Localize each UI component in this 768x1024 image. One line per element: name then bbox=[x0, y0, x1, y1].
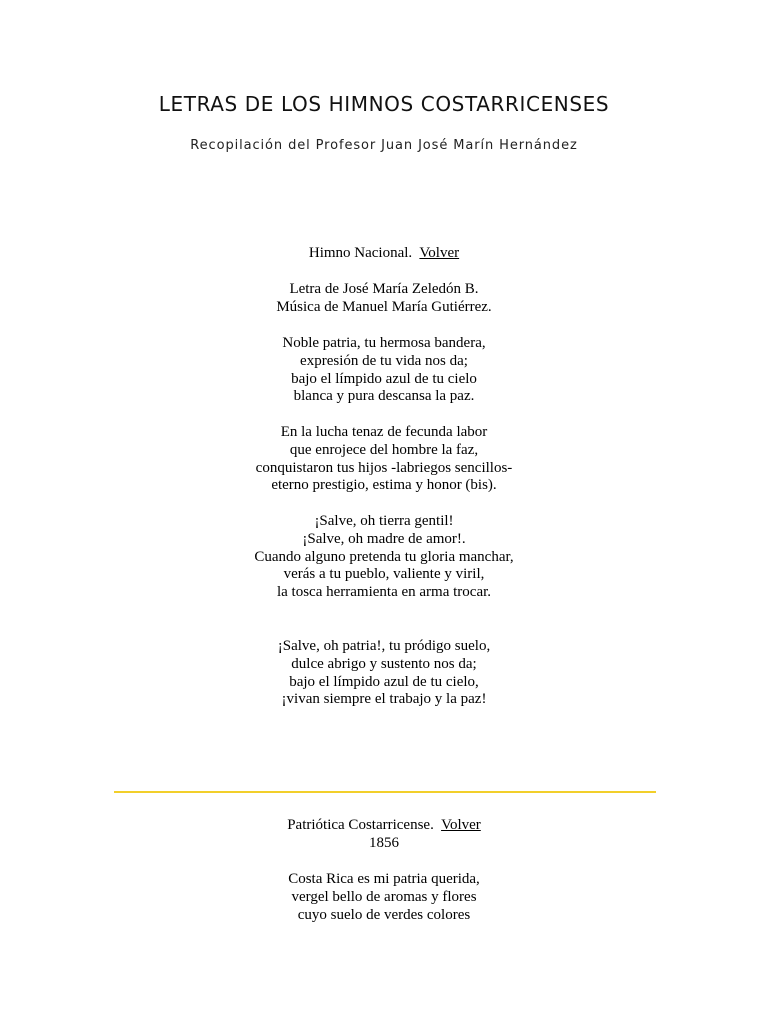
volver-link-patriotica[interactable]: Volver bbox=[441, 817, 481, 833]
patriotica-heading bbox=[0, 817, 768, 853]
volver-link-himno[interactable]: Volver bbox=[419, 245, 460, 261]
page-subtitle: Recopilación del Profesor Juan José Marín Hernández bbox=[190, 138, 578, 153]
himno-nacional-heading bbox=[0, 245, 768, 263]
verse-line: bajo el límpido azul de tu cielo, bbox=[289, 673, 479, 690]
patriotica-stanza-1 bbox=[0, 871, 768, 924]
patriotica-year: 1856 bbox=[369, 834, 399, 851]
verse-line: Noble patria, tu hermosa bandera, bbox=[282, 335, 486, 351]
himno-stanza-3 bbox=[0, 513, 768, 602]
verse-line: la tosca herramienta en arma trocar. bbox=[276, 584, 492, 601]
verse-line: cuyo suelo de verdes colores bbox=[297, 906, 471, 923]
verse-line: ¡vivan siempre el trabajo y la paz! bbox=[281, 691, 487, 708]
verse-line: dulce abrigo y sustento nos da; bbox=[291, 655, 477, 672]
verse-line: conquistaron tus hijos -labriegos sencillos- bbox=[255, 459, 513, 476]
himno-nacional-title: Himno Nacional. bbox=[308, 245, 413, 261]
credit-line: Música de Manuel María Gutiérrez. bbox=[276, 298, 492, 315]
verse-line: ¡Salve, oh tierra gentil! bbox=[314, 513, 454, 529]
verse-line: verás a tu pueblo, valiente y viril, bbox=[283, 566, 485, 583]
verse-line: ¡Salve, oh madre de amor!. bbox=[302, 530, 466, 547]
himno-credits bbox=[0, 281, 768, 317]
verse-line: vergel bello de aromas y flores bbox=[291, 888, 477, 905]
verse-line: que enrojece del hombre la faz, bbox=[289, 441, 479, 458]
patriotica-title: Patriótica Costarricense. bbox=[287, 817, 434, 833]
credit-line: Letra de José María Zeledón B. bbox=[289, 281, 479, 297]
verse-line: Cuando alguno pretenda tu gloria manchar, bbox=[254, 548, 514, 565]
himno-stanza-1 bbox=[0, 335, 768, 406]
himno-stanza-4 bbox=[0, 638, 768, 709]
verse-line: blanca y pura descansa la paz. bbox=[293, 388, 475, 405]
verse-line: expresión de tu vida nos da; bbox=[300, 352, 468, 369]
page-title: LETRAS DE LOS HIMNOS COSTARRICENSES bbox=[158, 92, 610, 116]
verse-line: Costa Rica es mi patria querida, bbox=[288, 871, 480, 887]
verse-line: eterno prestigio, estima y honor (bis). bbox=[271, 477, 497, 494]
verse-line: bajo el límpido azul de tu cielo bbox=[291, 370, 477, 387]
verse-line: En la lucha tenaz de fecunda labor bbox=[280, 424, 488, 440]
verse-line: ¡Salve, oh patria!, tu pródigo suelo, bbox=[277, 638, 491, 654]
himno-stanza-2 bbox=[0, 424, 768, 495]
section-divider bbox=[114, 791, 656, 793]
